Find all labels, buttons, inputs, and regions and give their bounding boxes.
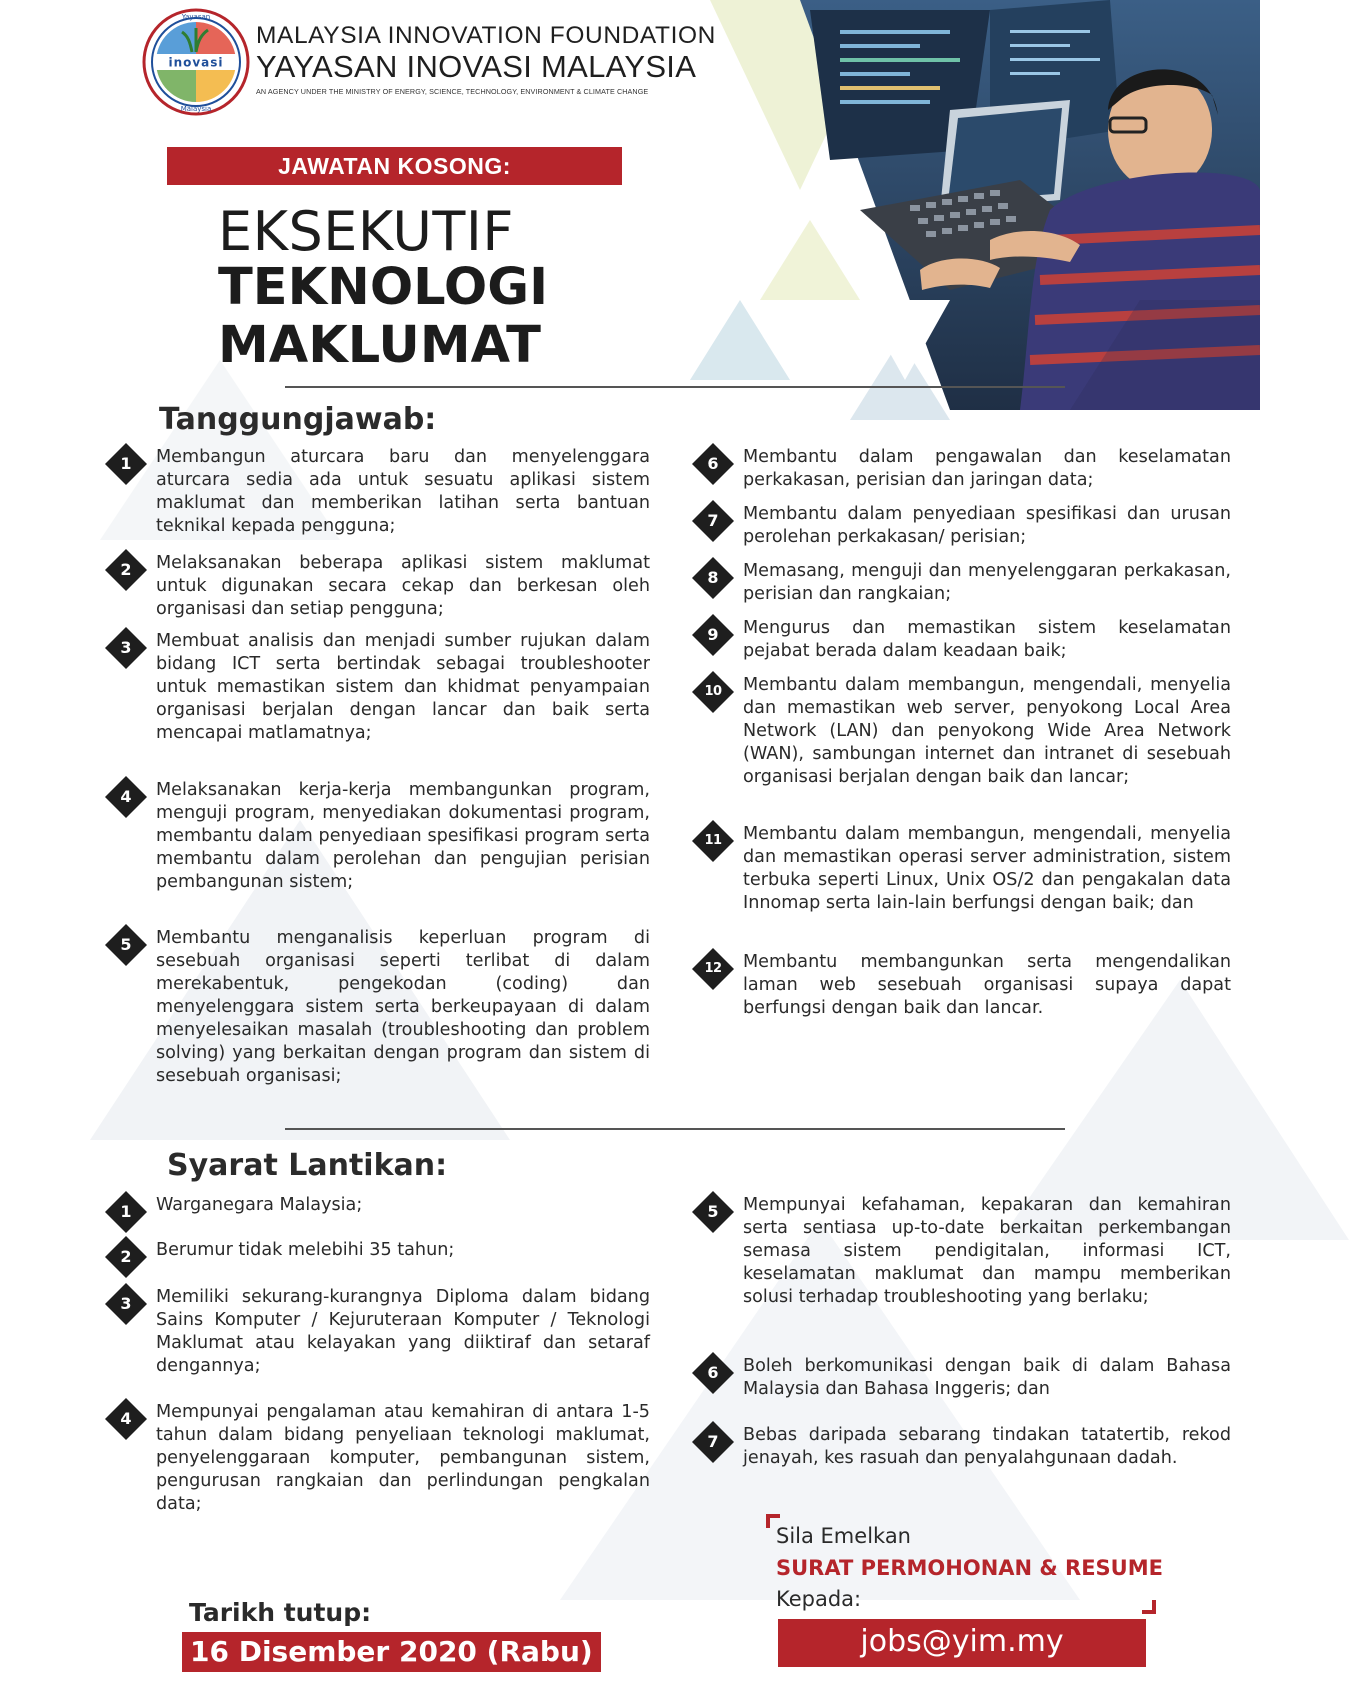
apply-box <box>766 1514 1163 1614</box>
organization-name <box>256 22 726 96</box>
apply-documents: SURAT PERMOHONAN & RESUME <box>776 1556 1163 1580</box>
item-text: Membantu dalam membangun, mengendali, menyelia dan memastikan web server, penyokong Local Area Network (LAN) dan penyokong Wide Area Network (WAN), sambungan internet dan intranet di sesebuah organisasi berjalan dengan baik dan lancar; <box>743 675 1231 787</box>
item-text: Membantu dalam membangun, mengendali, menyelia dan memastikan operasi server administration, sistem terbuka seperti Linux, Unix OS/2 dan pengakalan data Innomap serta lain-lain berfungsi dengan baik; dan <box>743 824 1231 913</box>
item-text: Mempunyai kefahaman, kepakaran dan kemahiran serta sentiasa up-to-date berkaitan perkembangan semasa sistem pendigitalan, informasi ICT, keselamatan maklumat dan mampu memberikan solusi terhadap troubleshooting yang berlaku; <box>743 1195 1231 1307</box>
number-badge: 1 <box>104 1190 148 1234</box>
item-text: Boleh berkomunikasi dengan baik di dalam Bahasa Malaysia dan Bahasa Inggeris; dan <box>743 1356 1231 1399</box>
number-badge: 2 <box>104 1235 148 1279</box>
number-badge: 8 <box>691 556 735 600</box>
item-text: Membuat analisis dan menjadi sumber rujukan dalam bidang ICT serta bertindak sebagai troubleshooter untuk memastikan sistem dan khidmat penyampaian organisasi berjalan dengan lancar dan baik serta mencapai matlamatnya; <box>156 631 650 743</box>
number-badge: 4 <box>104 775 148 819</box>
number-badge: 3 <box>104 1282 148 1326</box>
item-text: Bebas daripada sebarang tindakan tatatertib, rekod jenayah, kes rasuah dan penyalahgunaan dadah. <box>743 1425 1231 1468</box>
org-name-my: YAYASAN INOVASI MALAYSIA <box>256 49 697 84</box>
number-badge: 12 <box>691 947 735 991</box>
number-badge: 6 <box>691 442 735 486</box>
logo <box>142 8 250 116</box>
vacancy-banner: JAWATAN KOSONG: <box>167 147 622 185</box>
number-badge: 5 <box>104 923 148 967</box>
item-text: Memasang, menguji dan menyelenggaran perkakasan, perisian dan rangkaian; <box>743 561 1231 604</box>
svg-text:Malaysia: Malaysia <box>180 105 212 113</box>
number-badge: 2 <box>104 548 148 592</box>
item-text: Membantu menganalisis keperluan program di sesebuah organisasi seperti terlibat di dalam merekabentuk, pengekodan (coding) dan menyelenggara sistem serta berkeupayaan di dalam menyelesaikan masalah (troubleshooting dan problem solving) yang berkaitan dengan program dan sistem di sesebuah organisasi; <box>156 928 650 1086</box>
item-text: Melaksanakan beberapa aplikasi sistem maklumat untuk digunakan secara cekap dan berkesan oleh organisasi dan setiap pengguna; <box>156 553 650 619</box>
apply-to-label: Kepada: <box>776 1587 862 1611</box>
item-text: Membangun aturcara baru dan menyelenggara aturcara sedia ada untuk sesuatu aplikasi sistem maklumat dan memberikan latihan serta bantuan teknikal kepada pengguna; <box>156 447 650 536</box>
org-name-en: MALAYSIA INNOVATION FOUNDATION <box>256 22 716 49</box>
item-text: Melaksanakan kerja-kerja membangunkan program, menguji program, menyediakan dokumentasi program, membantu dalam penyediaan spesifikasi program serta membantu dalam perolehan dan pengujian perisian pembangunan sistem; <box>156 780 650 892</box>
number-badge: 3 <box>104 626 148 670</box>
number-badge: 6 <box>691 1351 735 1395</box>
closing-date-label: Tarikh tutup: <box>189 1598 372 1627</box>
number-badge: 7 <box>691 1420 735 1464</box>
agency-line: AN AGENCY UNDER THE MINISTRY OF ENERGY, SCIENCE, TECHNOLOGY, ENVIRONMENT & CLIMATE CHANGE <box>256 87 649 96</box>
item-text: Memiliki sekurang-kurangnya Diploma dalam bidang Sains Komputer / Kejuruteraan Komputer / Teknologi Maklumat atau kelayakan yang diiktiraf dan setaraf dengannya; <box>156 1287 650 1376</box>
divider-middle <box>285 1128 1065 1130</box>
apply-instruction: Sila Emelkan <box>776 1524 911 1548</box>
job-title-line1: EKSEKUTIF <box>218 200 514 263</box>
job-title-line2: TEKNOLOGI <box>218 258 549 317</box>
number-badge: 7 <box>691 499 735 543</box>
svg-text:Yayasan: Yayasan <box>181 13 211 21</box>
item-text: Mempunyai pengalaman atau kemahiran di antara 1-5 tahun dalam bidang penyeliaan teknologi maklumat, penyelenggaraan komputer, pembangunan sistem, pengurusan rangkaian dan perlindungan pengkalan data; <box>156 1402 650 1514</box>
item-text: Membantu membangunkan serta mengendalikan laman web sesebuah organisasi supaya dapat berfungsi dengan baik dan lancar. <box>743 952 1231 1018</box>
number-badge: 5 <box>691 1190 735 1234</box>
item-text: Membantu dalam pengawalan dan keselamatan perkakasan, perisian dan jaringan data; <box>743 447 1231 490</box>
item-text: Membantu dalam penyediaan spesifikasi dan urusan perolehan perkakasan/ perisian; <box>743 504 1231 547</box>
item-text: Berumur tidak melebihi 35 tahun; <box>156 1240 455 1260</box>
responsibilities-heading: Tanggungjawab: <box>159 402 437 437</box>
number-badge: 9 <box>691 613 735 657</box>
number-badge: 1 <box>104 442 148 486</box>
hero-illustration <box>690 0 1260 440</box>
closing-date: 16 Disember 2020 (Rabu) <box>182 1632 601 1672</box>
svg-text:inovasi: inovasi <box>168 55 224 70</box>
email-address[interactable]: jobs@yim.my <box>778 1619 1146 1667</box>
corner-mark <box>1142 1600 1156 1614</box>
number-badge: 4 <box>104 1397 148 1441</box>
item-text: Warganegara Malaysia; <box>156 1195 363 1215</box>
divider-top <box>285 386 1065 388</box>
item-text: Mengurus dan memastikan sistem keselamatan pejabat berada dalam keadaan baik; <box>743 618 1231 661</box>
number-badge: 11 <box>691 819 735 863</box>
job-title-line3: MAKLUMAT <box>218 316 541 375</box>
number-badge: 10 <box>691 670 735 714</box>
requirements-heading: Syarat Lantikan: <box>167 1148 448 1183</box>
